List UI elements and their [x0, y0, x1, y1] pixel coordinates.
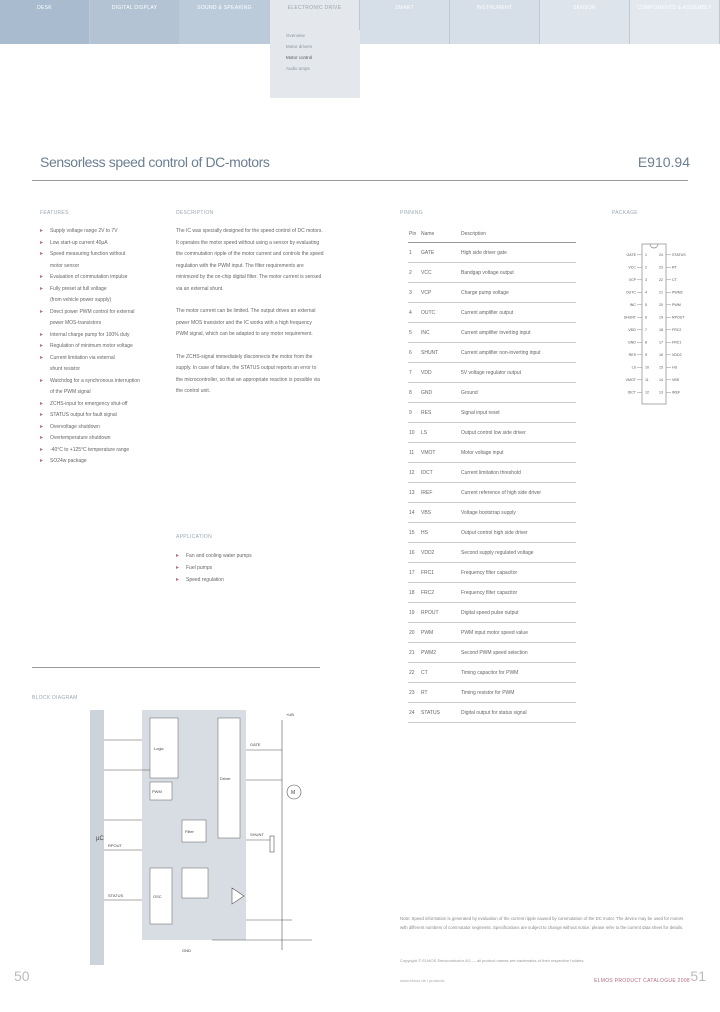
- feature-item: ▸ Direct power PWM control for external: [40, 307, 170, 319]
- table-cell: 5V voltage regulator output: [460, 363, 576, 383]
- table-cell: Current limitation threshold: [460, 463, 576, 483]
- title-divider: [32, 180, 688, 181]
- table-cell: Signal input reset: [460, 403, 576, 423]
- nav-tab-6[interactable]: [540, 0, 630, 44]
- package-pin-number: 22: [659, 278, 663, 282]
- pwm-label: PWM: [152, 789, 162, 794]
- nav-tab-label: DIGITAL DISPLAY: [111, 5, 158, 11]
- page-number-left: 50: [14, 968, 30, 984]
- table-cell: 4: [408, 303, 420, 323]
- package-pin-left: OUTC: [625, 290, 636, 295]
- table-cell: 3: [408, 283, 420, 303]
- features-heading: FEATURES: [40, 210, 69, 216]
- table-cell: 13: [408, 483, 420, 503]
- table-cell: Motor voltage input: [460, 443, 576, 463]
- table-row: [408, 443, 576, 463]
- table-cell: VCP: [420, 283, 460, 303]
- table-row: [408, 383, 576, 403]
- feature-item: ▸ Overvoltage shutdown: [40, 422, 170, 434]
- feature-item: ▸ Overtemperature shutdown: [40, 433, 170, 445]
- shunt-resistor: [270, 836, 274, 852]
- application-item: ▸ Fan and cooling water pumps: [176, 550, 252, 562]
- table-cell: Charge pump voltage: [460, 283, 576, 303]
- table-cell: Current amplifier output: [460, 303, 576, 323]
- footnote: Note: Speed information is generated by evaluation of the current ripple caused by commutation of the DC motor. The device may be used for motors with different numbers of commutator segments. Specifications are subject to change without notice; please refer to the current data sheet for details.: [400, 916, 684, 930]
- package-drawing: [610, 240, 700, 410]
- package-pin-number: 9: [645, 353, 647, 357]
- comparator-block: [182, 868, 208, 898]
- page-title: Sensorless speed control of DC-motors: [40, 154, 270, 170]
- feature-item: ▸ SO24w package: [40, 456, 170, 468]
- package-pin-right: FRC2: [672, 328, 682, 332]
- feature-item: ▸ Fully preset at full voltage: [40, 284, 170, 296]
- package-pin-right: PWM: [672, 303, 681, 307]
- package-pin-number: 23: [659, 265, 663, 270]
- motor-label: M: [291, 790, 296, 796]
- feature-item: shunt resistor: [50, 366, 81, 372]
- table-row: [408, 623, 576, 643]
- table-row: [408, 303, 576, 323]
- package-pin-left: INC: [629, 303, 636, 307]
- feature-item: ▸ ZCHS-input for emergency shut-off: [40, 399, 170, 411]
- package-pin-number: 15: [659, 365, 663, 370]
- table-cell: FRC2: [420, 583, 460, 603]
- table-row: [408, 703, 576, 723]
- package-pin-right: HS: [672, 365, 677, 370]
- table-row: [408, 343, 576, 363]
- nav-tab-2[interactable]: [180, 0, 270, 44]
- table-cell: 9: [408, 403, 420, 423]
- gnd-label: GND: [182, 948, 191, 953]
- table-cell: PWM: [420, 623, 460, 643]
- feature-item: ▸ Low start-up current 40µA: [40, 238, 170, 250]
- nav-tab-0[interactable]: [0, 0, 90, 44]
- nav-tab-7[interactable]: [630, 0, 720, 44]
- diagram-heading: BLOCK DIAGRAM: [32, 695, 78, 701]
- package-pin-number: 5: [645, 303, 647, 307]
- nav-tab-4[interactable]: [360, 0, 450, 44]
- table-row: [408, 543, 576, 563]
- package-pin-left: GATE: [626, 253, 636, 257]
- table-cell: Output control low side driver: [460, 423, 576, 443]
- feature-item: ▸ Evaluation of commutation impulse: [40, 272, 170, 284]
- osc-label: OSC: [153, 894, 162, 899]
- package-pin-number: 14: [659, 378, 663, 382]
- table-cell: Output control high side driver: [460, 523, 576, 543]
- table-row: [408, 263, 576, 283]
- table-cell: GND: [420, 383, 460, 403]
- package-pin-number: 21: [659, 290, 663, 295]
- table-row: [408, 523, 576, 543]
- table-cell: Frequency filter capacitor: [460, 583, 576, 603]
- block-diagram: [32, 690, 332, 980]
- table-cell: 17: [408, 563, 420, 583]
- table-cell: IDCT: [420, 463, 460, 483]
- table-cell: LS: [420, 423, 460, 443]
- feature-item: motor sensor: [50, 262, 80, 269]
- package-pin-right: VDD2: [672, 353, 682, 357]
- table-cell: 24: [408, 703, 420, 723]
- table-cell: Digital speed pulse output: [460, 603, 576, 623]
- table-cell: 20: [408, 623, 420, 643]
- section-divider: [32, 667, 320, 668]
- table-cell: STATUS: [420, 703, 460, 723]
- table-header: Pin: [408, 226, 420, 243]
- table-cell: RES: [420, 403, 460, 423]
- package-heading: PACKAGE: [612, 210, 638, 216]
- package-pin-right: FRC1: [672, 340, 682, 345]
- table-row: [408, 283, 576, 303]
- package-pin-left: IDCT: [627, 390, 636, 395]
- table-cell: 8: [408, 383, 420, 403]
- package-pin-left: VMOT: [625, 378, 636, 382]
- package-pin-left: VDD: [628, 328, 636, 332]
- pinning-table: [408, 226, 576, 723]
- package-pin-number: 2: [645, 265, 647, 270]
- footer-url: www.elmos.de / products: [400, 978, 445, 983]
- table-cell: High side driver gate: [460, 243, 576, 263]
- table-row: [408, 583, 576, 603]
- submenu-item[interactable]: Motor control: [286, 55, 313, 60]
- package-pin-left: RES: [628, 353, 636, 357]
- table-cell: OUTC: [420, 303, 460, 323]
- nav-tab-label: DESK: [37, 5, 52, 11]
- table-cell: PWM2: [420, 643, 460, 663]
- table-row: [408, 463, 576, 483]
- table-cell: Current amplifier non-inverting input: [460, 343, 576, 363]
- application-heading: APPLICATION: [176, 534, 212, 540]
- package-pin-number: 7: [645, 328, 647, 332]
- feature-item: ▸ Speed measuring function without: [40, 249, 170, 261]
- table-header: Name: [420, 226, 460, 243]
- submenu-item[interactable]: Audio amps: [286, 66, 310, 71]
- table-cell: Frequency filter capacitor: [460, 563, 576, 583]
- package-pin-left: LS: [631, 365, 636, 370]
- description-text: [176, 226, 324, 409]
- pinning-heading: PINNING: [400, 210, 423, 216]
- table-cell: VMOT: [420, 443, 460, 463]
- copyright: Copyright © ELMOS Semiconductor AG — all product names are trademarks of their respective holders: [400, 958, 584, 963]
- filter-label: Filter: [185, 829, 194, 834]
- package-pin-number: 4: [645, 290, 647, 295]
- table-cell: 1: [408, 243, 420, 263]
- table-row: [408, 323, 576, 343]
- package-pin-number: 6: [645, 315, 647, 320]
- description-paragraph: The motor current can be limited. The output drives an external power MOS transistor and the IC works with a high frequency PWM signal, which can be adapted to any motor requirement.: [176, 308, 316, 337]
- table-cell: SHUNT: [420, 343, 460, 363]
- table-row: [408, 603, 576, 623]
- logic-label: Logic: [154, 746, 164, 751]
- feature-item: power MOS-transistors: [50, 320, 102, 326]
- package-pin-right: RT: [672, 265, 677, 270]
- package-pin-left: SHUNT: [623, 315, 636, 320]
- table-cell: 2: [408, 263, 420, 283]
- package-pin-right: IREF: [672, 390, 681, 395]
- table-row: [408, 643, 576, 663]
- table-cell: CT: [420, 663, 460, 683]
- application-item: ▸ Speed regulation: [176, 574, 252, 586]
- rpout-label: RPOUT: [108, 843, 122, 848]
- table-cell: VCC: [420, 263, 460, 283]
- footer-brand: ELMOS PRODUCT CATALOGUE 2008: [594, 978, 690, 984]
- table-cell: 16: [408, 543, 420, 563]
- table-cell: FRC1: [420, 563, 460, 583]
- table-cell: Timing resistor for PWM: [460, 683, 576, 703]
- table-row: [408, 563, 576, 583]
- application-item: ▸ Fuel pumps: [176, 562, 252, 574]
- table-cell: IREF: [420, 483, 460, 503]
- nav-tab-label: SMART: [395, 5, 414, 11]
- shunt-label: SHUNT: [250, 832, 264, 837]
- table-row: [408, 423, 576, 443]
- package-pin-number: 11: [645, 378, 649, 382]
- feature-item: of the PWM signal: [50, 389, 91, 395]
- nav-tab-label: COMPONENTS & ASSEMBLY: [637, 5, 712, 11]
- gate-label: GATE: [250, 742, 261, 747]
- feature-item: ▸ -40°C to +125°C temperature range: [40, 445, 170, 457]
- table-cell: Current amplifier inverting input: [460, 323, 576, 343]
- table-cell: VDD2: [420, 543, 460, 563]
- description-paragraph: The IC was specially designed for the speed control of DC motors. It operates the motor speed without using a sensor by evaluating the commutation ripple of the motor current and controls the speed regulation with the PWM input. The filter requirements are minimized by the on-chip digital filter. The motor current is sensed via an external shunt.: [176, 228, 324, 292]
- table-cell: VBS: [420, 503, 460, 523]
- nav-submenu: [270, 30, 360, 98]
- driver-label: Driver: [220, 776, 231, 781]
- feature-item: ▸ Internal charge pump for 100% duty: [40, 330, 170, 342]
- table-cell: 6: [408, 343, 420, 363]
- nav-tab-1[interactable]: [90, 0, 180, 44]
- table-cell: HS: [420, 523, 460, 543]
- table-cell: Current reference of high side driver: [460, 483, 576, 503]
- table-cell: 12: [408, 463, 420, 483]
- feature-item: ▸ Watchdog for a synchronous interruption: [40, 376, 170, 388]
- application-list: [176, 550, 252, 586]
- feature-item: ▸ STATUS output for fault signal: [40, 410, 170, 422]
- table-cell: 7: [408, 363, 420, 383]
- table-cell: Bandgap voltage output: [460, 263, 576, 283]
- package-pin-left: VCP: [628, 278, 636, 282]
- package-pin-left: GND: [628, 340, 636, 345]
- table-cell: 11: [408, 443, 420, 463]
- table-cell: 21: [408, 643, 420, 663]
- vbat-label: +UB: [286, 712, 294, 717]
- table-cell: 22: [408, 663, 420, 683]
- package-pin-right: STATUS: [672, 253, 686, 257]
- table-header: Description: [460, 226, 576, 243]
- package-pin-number: 20: [659, 303, 663, 307]
- table-cell: Second supply regulated voltage: [460, 543, 576, 563]
- table-row: [408, 363, 576, 383]
- package-pin-number: 17: [659, 340, 663, 345]
- table-cell: VDD: [420, 363, 460, 383]
- description-heading: DESCRIPTION: [176, 210, 214, 216]
- table-cell: Timing capacitor for PWM: [460, 663, 576, 683]
- package-pin-number: 10: [645, 365, 649, 370]
- package-pin-right: RPOUT: [672, 315, 685, 320]
- package-pin-number: 3: [645, 278, 647, 282]
- table-cell: 15: [408, 523, 420, 543]
- table-cell: Second PWM speed selection: [460, 643, 576, 663]
- table-cell: 19: [408, 603, 420, 623]
- table-row: [408, 503, 576, 523]
- table-cell: GATE: [420, 243, 460, 263]
- page-number-right: 51: [690, 968, 706, 984]
- package-pin-right: CT: [672, 278, 677, 282]
- package-pin-number: 16: [659, 353, 663, 357]
- nav-tab-label: INSTRUMENT: [476, 5, 513, 11]
- package-pin-right: PWM2: [672, 290, 683, 295]
- table-row: [408, 663, 576, 683]
- table-cell: RT: [420, 683, 460, 703]
- package-pin-number: 18: [659, 328, 663, 332]
- package-pin-number: 12: [645, 390, 649, 395]
- table-row: [408, 683, 576, 703]
- table-cell: Voltage bootstrap supply: [460, 503, 576, 523]
- nav-tab-label: SENSOR: [573, 5, 596, 11]
- table-cell: PWM input motor speed value: [460, 623, 576, 643]
- table-row: [408, 403, 576, 423]
- table-cell: INC: [420, 323, 460, 343]
- table-row: [408, 243, 576, 263]
- table-row: [408, 483, 576, 503]
- feature-item: ▸ Current limitation via external: [40, 353, 170, 365]
- package-pin-number: 1: [645, 253, 647, 257]
- package-pin-number: 19: [659, 315, 663, 320]
- package-pin-number: 13: [659, 390, 663, 395]
- table-cell: RPOUT: [420, 603, 460, 623]
- description-paragraph: The ZCHS-signal immediately disconnects the motor from the supply. In case of failure, the STATUS output reports an error to the microcontroller, so that an appropriate reaction is possible via the control unit.: [176, 353, 320, 394]
- nav-tab-label: SOUND & SPEAKING: [197, 5, 252, 11]
- nav-tab-5[interactable]: [450, 0, 540, 44]
- submenu-item[interactable]: Overview: [286, 33, 305, 38]
- feature-item: (from vehicle power supply): [50, 297, 112, 303]
- feature-item: ▸ Regulation of minimum motor voltage: [40, 341, 170, 353]
- package-pin-number: 24: [659, 253, 663, 257]
- product-number: E910.94: [637, 154, 690, 170]
- features-list: [40, 226, 170, 468]
- uc-label: µC: [96, 836, 104, 842]
- table-cell: Ground: [460, 383, 576, 403]
- status-label: STATUS: [108, 893, 124, 898]
- table-cell: 18: [408, 583, 420, 603]
- nav-tab-label: ELECTRONIC DRIVE: [287, 5, 342, 11]
- top-navigation: [0, 0, 720, 44]
- table-cell: 14: [408, 503, 420, 523]
- table-cell: 23: [408, 683, 420, 703]
- table-cell: 5: [408, 323, 420, 343]
- package-pin-right: VBS: [672, 378, 680, 382]
- feature-item: ▸ Supply voltage range 2V to 7V: [40, 226, 170, 238]
- package-pin-left: VCC: [628, 265, 636, 270]
- table-cell: 10: [408, 423, 420, 443]
- table-cell: Digital output for status signal: [460, 703, 576, 723]
- submenu-item[interactable]: Motor drivers: [286, 44, 313, 49]
- package-pin-number: 8: [645, 340, 647, 345]
